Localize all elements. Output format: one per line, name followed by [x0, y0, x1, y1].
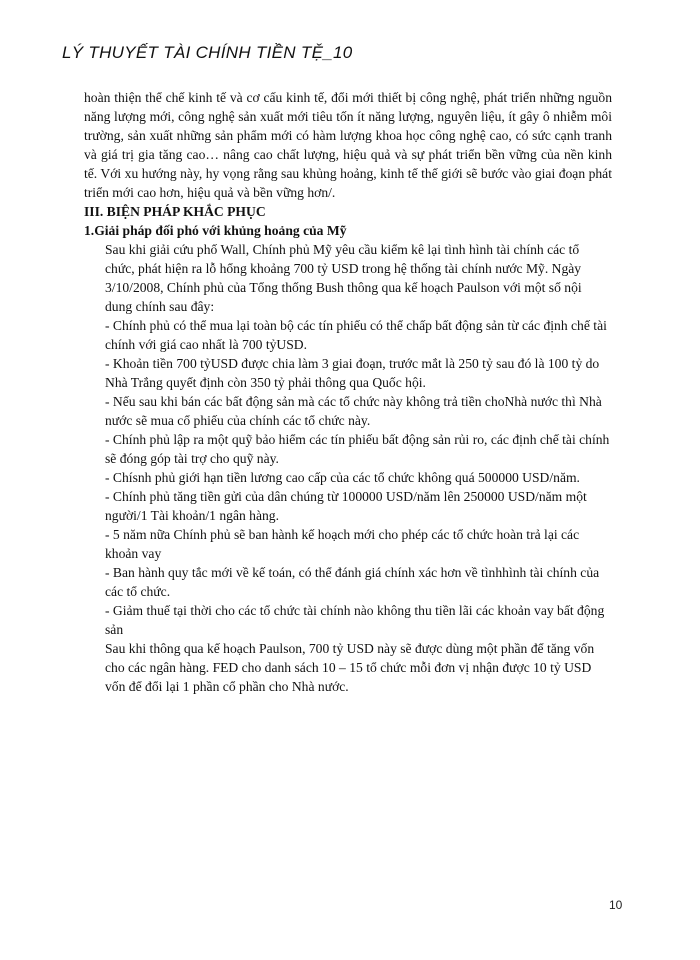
section-heading: III. BIỆN PHÁP KHẮC PHỤC	[84, 204, 266, 219]
page-number: 10	[609, 898, 623, 912]
subsection-heading: 1.Giải pháp đối phó với khủng hoảng của Mỹ	[84, 223, 347, 238]
list-item: - Chính phủ lập ra một quỹ bảo hiểm các tín phiếu bất động sản rủi ro, các định chế tài chính sẽ đóng góp tài trợ cho quỹ này.	[105, 432, 610, 466]
list-item: - Ban hành quy tắc mới về kế toán, có thể đánh giá chính xác hơn về tìnhhình tài chính của các tổ chức.	[105, 565, 600, 599]
list-item: - Chísnh phủ giới hạn tiền lương cao cấp của các tổ chức không quá 500000 USD/năm.	[105, 470, 580, 485]
list-item: - Chính phủ tăng tiền gửi của dân chúng từ 100000 USD/năm lên 250000 USD/năm một người/1 Tài khoản/1 ngân hàng.	[105, 489, 587, 523]
list-item: - Nếu sau khi bán các bất động sản mà các tổ chức này không trả tiền choNhà nước thì Nhà nước sẽ mua cổ phiếu của chính các tổ chức này.	[105, 394, 602, 428]
subsection-body	[105, 240, 612, 696]
list-item: - 5 năm nữa Chính phủ sẽ ban hành kế hoạch mới cho phép các tổ chức hoàn trả lại các khoản vay	[105, 527, 580, 561]
page-body	[84, 88, 612, 696]
body-paragraph: Sau khi thông qua kế hoạch Paulson, 700 tỷ USD này sẽ được dùng một phần để tăng vốn cho các ngân hàng. FED cho danh sách 10 – 15 tổ chức mỗi đơn vị nhận được 10 tỷ USD vốn để đổi lại 1 phần cổ phần cho Nhà nước.	[105, 641, 595, 694]
list-item: - Giảm thuế tại thời cho các tổ chức tài chính nào không thu tiền lãi các khoản vay bất động sản	[105, 603, 605, 637]
intro-paragraph: hoàn thiện thể chế kinh tế và cơ cấu kinh tế, đổi mới thiết bị công nghệ, phát triển những nguồn năng lượng mới, công nghệ sản xuất mới tiêu tốn ít năng lượng, nguyên liệu, ít gây ô nhiễm môi trường, sản xuất những sản phẩm mới có hàm lượng khoa học công nghệ cao, có sức cạnh tranh và giá trị gia tăng cao… nâng cao chất lượng, hiệu quả và sự phát triển bền vững của nền kinh tế. Với xu hướng này, hy vọng rằng sau khủng hoảng, kinh tế thế giới sẽ bước vào giai đoạn phát triển mới cao hơn, hiệu quả và bền vững hơn/.	[84, 90, 612, 200]
running-header: LÝ THUYẾT TÀI CHÍNH TIỀN TỆ_10	[62, 43, 353, 62]
body-paragraph: Sau khi giải cứu phố Wall, Chính phủ Mỹ yêu cầu kiểm kê lại tình hình tài chính các tổ chức, phát hiện ra lỗ hổng khoảng 700 tỷ USD trong hệ thống tài chính nước Mỹ. Ngày 3/10/2008, Chính phủ của Tổng thống Bush thông qua kế hoạch Paulson với một số nội dung chính sau đây:	[105, 242, 582, 314]
list-item: - Chính phủ có thể mua lại toàn bộ các tín phiếu có thể chấp bất động sản từ các định chế tài chính với giá cao nhất là 700 tỷUSD.	[105, 318, 607, 352]
list-item: - Khoản tiền 700 tỷUSD được chia làm 3 giai đoạn, trước mắt là 250 tỷ sau đó là 100 tỷ do Nhà Trắng quyết định còn 350 tỷ phải thông qua Quốc hội.	[105, 356, 600, 390]
